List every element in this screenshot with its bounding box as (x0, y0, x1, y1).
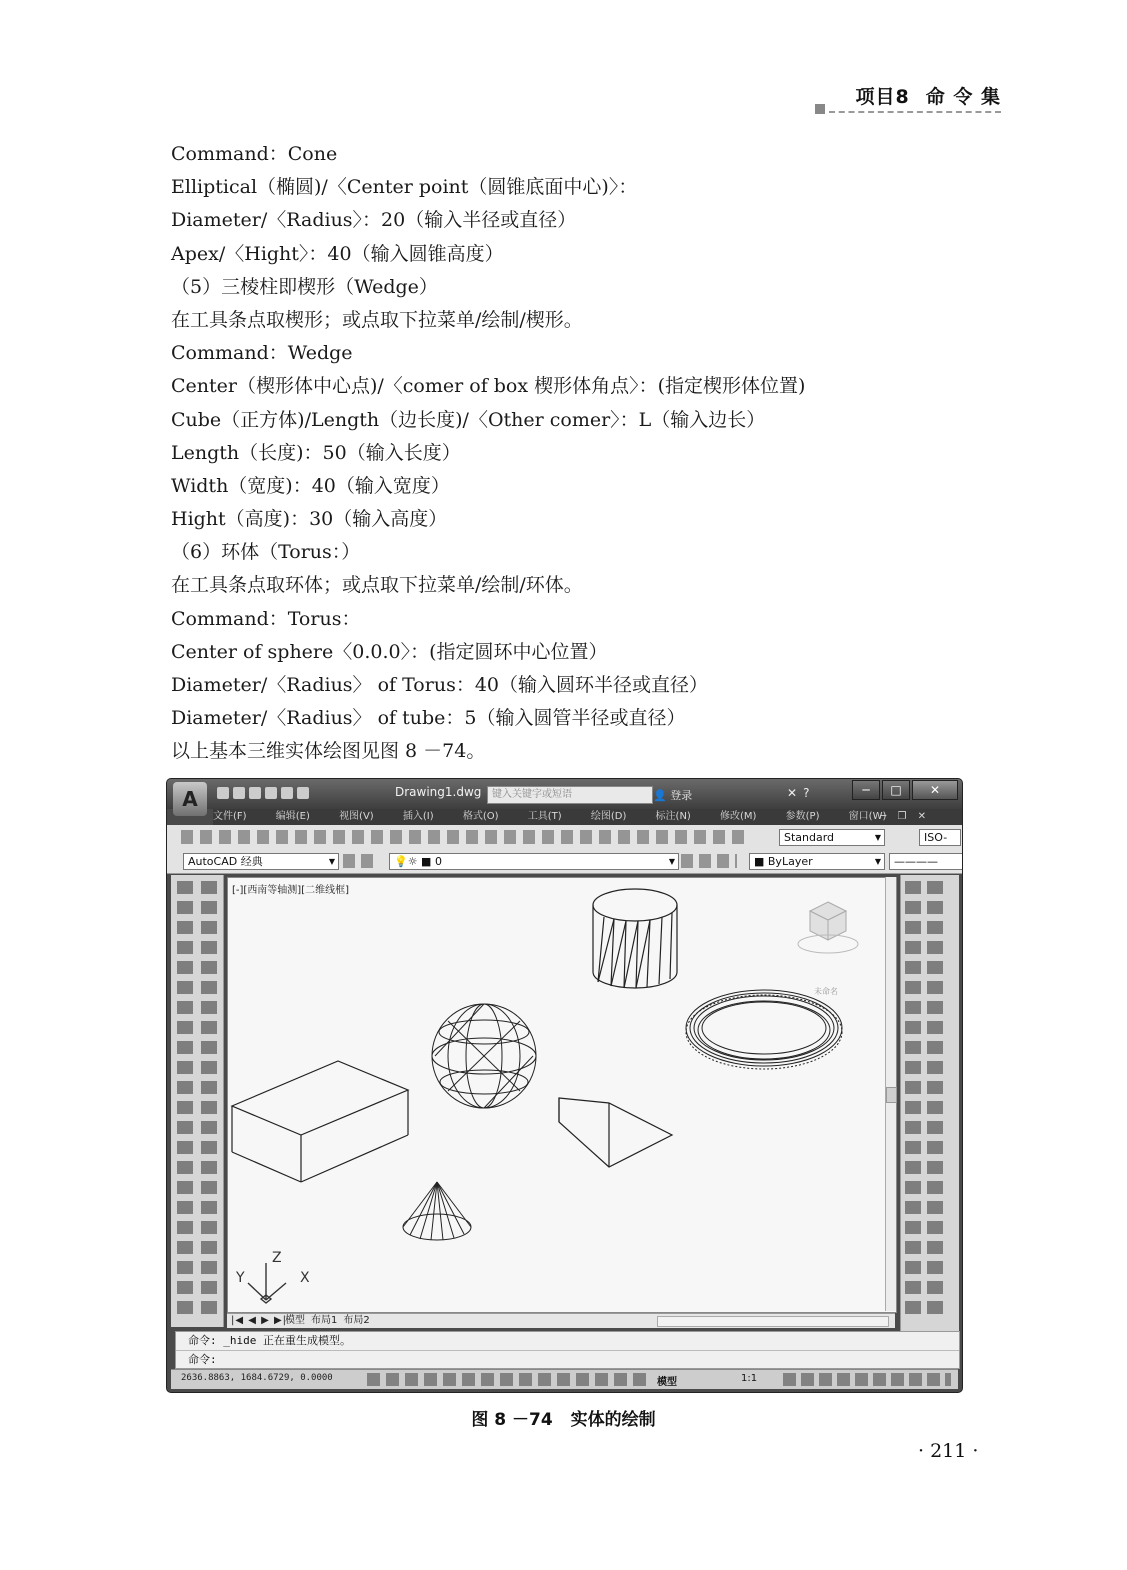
login-button[interactable]: 👤 登录 (653, 789, 693, 802)
menu-file[interactable]: 文件(F) (213, 811, 247, 822)
model-space-drawing (228, 878, 896, 1312)
ucs-axis-y: Y (236, 1270, 245, 1286)
dimension-toolbar[interactable] (927, 881, 943, 1321)
text-line: Hight（高度)：30（输入高度） (171, 508, 448, 531)
menu-format[interactable]: 格式(O) (462, 811, 499, 822)
layout-tabs-bar (227, 1313, 895, 1328)
wedge-solid (559, 1098, 672, 1167)
menu-insert[interactable]: 插入(I) (402, 811, 434, 822)
command-window (175, 1331, 960, 1369)
draw-toolbar[interactable] (177, 881, 193, 1321)
menu-view[interactable]: 视图(V) (339, 811, 374, 822)
menu-dimension[interactable]: 标注(N) (655, 811, 691, 822)
linetype-select[interactable] (889, 853, 963, 870)
command-history: 命令: _hide 正在重生成模型。 (188, 1334, 351, 1347)
figure-number: 图 8 －74 (471, 1410, 553, 1430)
figure-title: 实体的绘制 (570, 1410, 656, 1430)
ucs-axis-z: Z (272, 1250, 282, 1266)
quick-access-toolbar (217, 787, 313, 802)
search-input[interactable]: 键入关键字或短语 (487, 786, 653, 804)
help-icon[interactable]: ? (803, 786, 816, 800)
left-toolbars (171, 875, 224, 1327)
ucs-icon (248, 1263, 286, 1303)
layers-toolbar (167, 849, 962, 874)
running-header-title (856, 82, 1001, 109)
standard-toolbar-icons[interactable] (181, 830, 751, 844)
minimize-icon[interactable]: ─ (852, 780, 880, 800)
help-icons (787, 786, 815, 800)
text-line: Command：Wedge (171, 342, 353, 365)
text-line: Command：Cone (171, 143, 338, 165)
chevron-down-icon: ▼ (874, 833, 881, 842)
body-text (171, 138, 1011, 769)
cursor-coordinates: 2636.8863, 1684.6729, 0.0000 (181, 1373, 333, 1383)
window-controls (850, 780, 958, 800)
torus-solid (686, 990, 842, 1069)
document-window-controls[interactable]: ─ ❐ ✕ (880, 811, 930, 822)
exchange-icon[interactable]: ✕ (787, 786, 804, 800)
tab-layout1[interactable]: 布局1 (311, 1315, 338, 1326)
color-value: ByLayer (767, 855, 813, 868)
layer-select[interactable] (389, 853, 679, 870)
viewcube-icon (798, 902, 858, 953)
undo-icon[interactable] (297, 787, 309, 799)
text-line: Diameter/〈Radius〉 of Torus：40（输入圆环半径或直径） (171, 674, 708, 696)
close-icon[interactable]: ✕ (912, 780, 958, 800)
ucs-axis-x: X (300, 1270, 310, 1286)
viewcube-label[interactable]: 未命名 (814, 987, 838, 996)
tab-model[interactable]: 模型 (285, 1315, 305, 1326)
text-line: Command：Torus： (171, 607, 361, 630)
menu-edit[interactable]: 编辑(E) (275, 811, 310, 822)
text-line: Apex/〈Hight〉：40（输入圆锥高度） (171, 242, 504, 265)
vertical-scrollbar[interactable] (885, 877, 896, 1311)
application-menu-button[interactable]: A (173, 782, 207, 816)
chevron-down-icon: ▼ (328, 857, 335, 866)
text-line: Cube（正方体)/Length（边长度)/〈Other comer〉：L（输入边长） (171, 408, 766, 431)
workspace-select[interactable] (183, 853, 339, 870)
text-line: 在工具条点取环体；或点取下拉菜单/绘制/环体。 (171, 574, 583, 597)
menu-tools[interactable]: 工具(T) (527, 811, 562, 822)
menu-bar (213, 809, 962, 825)
page-number: · 211 · (918, 1440, 979, 1462)
text-line: 在工具条点取楔形；或点取下拉菜单/绘制/楔形。 (171, 308, 583, 331)
layer-value: 0 (434, 855, 442, 868)
text-style-value: Standard (784, 831, 835, 844)
color-swatch-icon: ■ (754, 855, 768, 868)
text-line: Diameter/〈Radius〉：20（输入半径或直径） (171, 209, 577, 232)
command-input[interactable]: 命令: (176, 1350, 959, 1369)
sphere-solid (432, 1004, 536, 1108)
tab-navigation-arrows[interactable]: |◀ ◀ ▶ ▶| (231, 1315, 288, 1326)
chevron-down-icon: ▼ (668, 857, 675, 866)
dim-style-select[interactable] (919, 829, 961, 846)
tab-layout2[interactable]: 布局2 (343, 1315, 370, 1326)
figure-caption (0, 1405, 1127, 1430)
text-line: Elliptical（椭圆)/〈Center point（圆锥底面中心)〉： (171, 176, 638, 199)
title-bar (167, 779, 962, 809)
status-tray-icons[interactable] (783, 1373, 951, 1386)
text-line: Diameter/〈Radius〉 of tube：5（输入圆管半径或直径） (171, 707, 686, 730)
print-icon[interactable] (281, 787, 293, 799)
running-header-chapter: 命 令 集 (925, 86, 1001, 108)
chevron-down-icon: ▼ (874, 857, 881, 866)
scrollbar-thumb[interactable] (886, 1087, 897, 1103)
model-space-button[interactable]: 模型 (657, 1377, 677, 1388)
drawing-area[interactable] (227, 877, 897, 1313)
running-header (815, 82, 1001, 116)
workspace-value: AutoCAD 经典 (188, 855, 263, 868)
dim-style-value: ISO- (924, 831, 948, 844)
menu-window[interactable]: 窗口(W) (848, 811, 887, 822)
status-bar (171, 1369, 958, 1389)
text-line: 以上基本三维实体绘图见图 8 －74。 (171, 740, 486, 763)
standard-toolbar (167, 825, 962, 850)
maximize-icon[interactable]: □ (882, 780, 910, 800)
document-title: Drawing1.dwg (395, 785, 482, 799)
text-style-select[interactable] (779, 829, 885, 846)
running-header-project: 项目8 (855, 86, 910, 108)
text-line: Width（宽度)：40（输入宽度） (171, 474, 450, 497)
annotation-scale-button[interactable]: 1:1 (741, 1373, 758, 1384)
save-as-icon[interactable] (265, 787, 277, 799)
text-line: Center of sphere〈0.0.0〉：(指定圆环中心位置） (171, 640, 608, 663)
layer-tool-icons[interactable] (681, 854, 737, 868)
header-square-mark (815, 104, 825, 114)
autocad-window-figure (166, 778, 963, 1393)
open-icon[interactable] (233, 787, 245, 799)
text-line: （6）环体（Torus：） (171, 541, 361, 564)
viewport-label[interactable]: [-][西南等轴测][二维线框] (232, 885, 350, 896)
horizontal-scrollbar[interactable] (657, 1316, 889, 1327)
menu-draw[interactable]: 绘图(D) (590, 811, 627, 822)
layer-state-icons: 💡☼ ■ (394, 855, 435, 868)
cone-solid (403, 1182, 471, 1240)
cylinder-solid (593, 889, 677, 988)
new-icon[interactable] (217, 787, 229, 799)
linetype-sample: ———— (894, 855, 938, 868)
save-icon[interactable] (249, 787, 261, 799)
right-toolbars (900, 875, 959, 1331)
drafting-settings-buttons[interactable] (367, 1373, 647, 1386)
box-solid (232, 1061, 408, 1182)
menu-parametric[interactable]: 参数(P) (785, 811, 820, 822)
text-line: （5）三棱柱即楔形（Wedge） (171, 275, 438, 298)
text-line: Center（楔形体中心点)/〈comer of box 楔形体角点〉：(指定楔形体位置) (171, 375, 806, 398)
login-label: 登录 (670, 789, 693, 802)
color-select[interactable] (749, 853, 885, 870)
layout-tabs (285, 1314, 376, 1328)
modeling-toolbar[interactable] (905, 881, 921, 1321)
workspace-tool-icons[interactable] (343, 854, 377, 868)
text-line: Length（长度)：50（输入长度） (171, 441, 461, 464)
menu-modify[interactable]: 修改(M) (720, 811, 757, 822)
header-dashed-rule (829, 111, 1001, 113)
modify-toolbar[interactable] (201, 881, 217, 1321)
